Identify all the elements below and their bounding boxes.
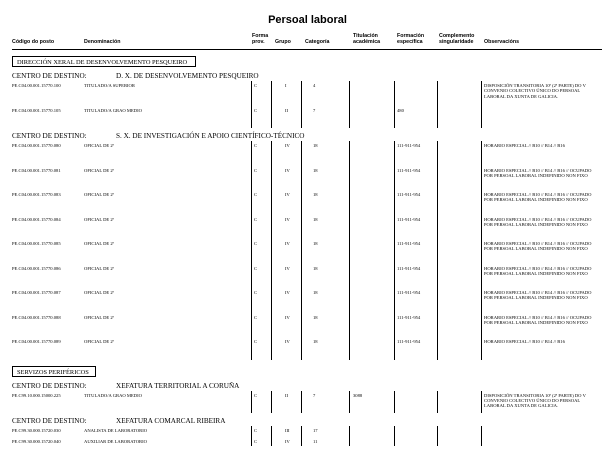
cell-code: PE.C04.00.001.15770.081 (12, 167, 61, 173)
column-rule (349, 426, 350, 446)
cell-grupo: II (285, 392, 289, 398)
table-row (0, 338, 615, 363)
header-codigo: Código do posto (12, 39, 55, 45)
cell-form: 111-911-954 (397, 216, 421, 222)
header-rule (12, 49, 602, 50)
header-titulacion: Titulación académica (353, 33, 381, 45)
column-rule (301, 391, 302, 414)
cell-forma: C (254, 439, 258, 444)
cell-den: OFICIAL DE 2ª (84, 143, 114, 148)
cell-forma: C (254, 83, 258, 88)
cell-form: 111-911-954 (397, 241, 421, 246)
column-rule (394, 141, 395, 360)
cell-forma: C (254, 241, 258, 246)
cell-code: PE.C04.00.001.15770.089 (12, 339, 61, 344)
cell-forma: C (254, 339, 258, 344)
cell-forma: C (254, 216, 258, 222)
table-row (0, 438, 615, 463)
cell-den: OFICIAL DE 2ª (84, 339, 114, 344)
table-row (0, 392, 615, 417)
column-rule (349, 391, 350, 414)
cell-form: 111-911-954 (397, 265, 421, 271)
cell-cat: 18 (313, 339, 318, 344)
cell-code: PE.C04.00.001.15770.084 (12, 216, 61, 222)
header-grupo: Grupo (275, 39, 291, 45)
cell-den: OFICIAL DE 2ª (84, 216, 114, 222)
cell-cat: 18 (313, 290, 318, 295)
cell-cat: 17 (313, 428, 318, 433)
centro-name: D. X. DE DESENVOLVEMENTO PESQUEIRO (116, 72, 259, 80)
cell-forma: C (254, 265, 258, 271)
cell-obs: HORARIO ESPECIAL // B10 // B14 // B16 // OCUPADO POR PERSOAL LABORAL INDEFINIDO NON FIXO (484, 265, 592, 276)
column-rule (301, 81, 302, 128)
header-complemento: Complemento singularidade (439, 33, 475, 45)
column-rule (481, 426, 482, 446)
cell-grupo: IV (285, 339, 290, 344)
table-row (0, 314, 615, 339)
cell-code: PE.C04.00.001.15770.086 (12, 265, 61, 271)
cell-cat: 11 (313, 439, 318, 444)
cell-cat: 18 (313, 143, 318, 148)
column-rule (437, 81, 438, 128)
cell-code: PE.C04.00.001.15770.083 (12, 192, 61, 197)
cell-grupo: IV (285, 290, 290, 295)
page-title: Persoal laboral (268, 14, 347, 26)
centro-destino (12, 72, 259, 81)
centro-name: S. X. DE INVESTIGACIÓN E APOIO CIENTÍFICO-TÉCNICO (116, 132, 305, 140)
column-rule (481, 141, 482, 360)
cell-cat: 7 (313, 392, 316, 398)
column-rule (481, 81, 482, 128)
cell-den: OFICIAL DE 2ª (84, 167, 114, 173)
cell-grupo: IV (285, 314, 290, 320)
cell-code: PE.C04.00.001.15770.087 (12, 290, 61, 295)
column-rule (437, 391, 438, 414)
cell-den: TITULADO/A SUPERIOR (84, 83, 135, 88)
centro-label: CENTRO DE DESTINO: (12, 72, 87, 80)
cell-code: PE.C99.30.000.15720.030 (12, 428, 61, 433)
cell-cat: 18 (313, 265, 318, 271)
column-rule (394, 426, 395, 446)
column-rule (301, 141, 302, 360)
cell-code: PE.C04.00.001.15770.085 (12, 241, 61, 246)
table-row (0, 289, 615, 314)
header-denominacion: Denominación (84, 39, 121, 45)
cell-obs: HORARIO ESPECIAL // B10 // B14 // B16 // OCUPADO POR PERSOAL LABORAL INDEFINIDO NON FIXO (484, 167, 592, 178)
column-rule (394, 391, 395, 414)
cell-grupo: I (285, 83, 287, 88)
cell-den: OFICIAL DE 2ª (84, 290, 114, 295)
cell-grupo: IV (285, 167, 290, 173)
cell-grupo: III (285, 428, 290, 433)
cell-obs: DISPOSICIÓN TRANSITORIA 10ª (2ª PARTE) DO V CONVENIO COLECTIVO ÚNICO DO PERSOAL LABORAL DA XUNTA DE GALICIA. (484, 392, 586, 409)
cell-den: ANALISTA DE LABORATORIO (84, 428, 148, 433)
cell-code: PE.C04.00.001.15770.105 (12, 107, 61, 113)
centro-name: XEFATURA TERRITORIAL A CORUÑA (116, 381, 240, 390)
header-categoria: Categoría (305, 39, 330, 45)
cell-form: 111-911-954 (397, 314, 421, 320)
table-row (0, 82, 615, 107)
column-rule (349, 81, 350, 128)
column-rule (394, 81, 395, 128)
cell-den: TITULADO/A GRAO MEDIO (84, 392, 142, 398)
centro-label: CENTRO DE DESTINO: (12, 381, 87, 390)
cell-obs: HORARIO ESPECIAL // B10 // B14 // B16 // OCUPADO POR PERSOAL LABORAL INDEFINIDO NON FIXO (484, 241, 592, 252)
cell-code: PE.C99.10.000.15000.225 (12, 392, 61, 398)
table-row (0, 191, 615, 216)
column-rule (481, 391, 482, 414)
cell-code: PE.C04.00.001.15770.100 (12, 83, 61, 88)
cell-grupo: IV (285, 439, 290, 444)
column-rule (301, 426, 302, 446)
column-rule (271, 391, 272, 414)
cell-code: PE.C04.00.001.15770.080 (12, 143, 61, 148)
cell-cat: 18 (313, 192, 318, 197)
table-row (0, 265, 615, 290)
section-box: DIRECCIÓN XERAL DE DESENVOLVEMENTO PESQUEIRO (12, 56, 196, 67)
column-rule (251, 426, 252, 446)
cell-form: 111-911-954 (397, 167, 421, 173)
cell-forma: C (254, 392, 258, 398)
cell-grupo: IV (285, 241, 290, 246)
cell-cat: 18 (313, 314, 318, 320)
column-rule (437, 426, 438, 446)
cell-forma: C (254, 143, 258, 148)
centro-destino (12, 417, 226, 426)
cell-form: 111-911-954 (397, 290, 421, 295)
cell-cat: 18 (313, 241, 318, 246)
cell-obs: HORARIO ESPECIAL // B10 // B14 // B16 // OCUPADO POR PERSOAL LABORAL INDEFINIDO NON FIXO (484, 216, 592, 227)
cell-code: PE.C04.00.001.15770.088 (12, 314, 61, 320)
column-rule (349, 141, 350, 360)
cell-form: 111-911-954 (397, 339, 421, 344)
column-rule (251, 81, 252, 128)
header-forma: Forma prov. (252, 33, 269, 45)
cell-obs: HORARIO ESPECIAL // B10 // B14 // B16 (484, 143, 565, 148)
column-rule (271, 141, 272, 360)
cell-forma: C (254, 107, 258, 113)
section-box: SERVIZOS PERIFÉRICOS (12, 366, 96, 377)
cell-den: OFICIAL DE 2ª (84, 241, 114, 246)
cell-den: AUXILIAR DE LABORATORIO (84, 439, 147, 444)
column-rule (271, 81, 272, 128)
cell-forma: C (254, 428, 258, 433)
header-observacions: Observacións (484, 39, 520, 45)
cell-grupo: IV (285, 216, 290, 222)
table-row (0, 107, 615, 132)
column-rule (251, 141, 252, 360)
centro-destino (12, 381, 240, 391)
cell-den: OFICIAL DE 2ª (84, 265, 114, 271)
centro-label: CENTRO DE DESTINO: (12, 417, 87, 425)
cell-obs: HORARIO ESPECIAL // B10 // B14 // B16 // OCUPADO POR PERSOAL LABORAL INDEFINIDO NON FIXO (484, 314, 592, 325)
cell-obs: HORARIO ESPECIAL // B10 // B14 // B16 // OCUPADO POR PERSOAL LABORAL INDEFINIDO NON FIXO (484, 290, 592, 301)
column-rule (271, 426, 272, 446)
cell-cat: 4 (313, 83, 316, 88)
cell-forma: C (254, 290, 258, 295)
cell-cat: 18 (313, 167, 318, 173)
centro-label: CENTRO DE DESTINO: (12, 132, 87, 140)
cell-cat: 7 (313, 107, 316, 113)
cell-form: 111-911-954 (397, 192, 421, 197)
cell-obs: DISPOSICIÓN TRANSITORIA 10ª (2ª PARTE) DO V CONVENIO COLECTIVO ÚNICO DO PERSOAL LABORAL DA XUNTA DE GALICIA. (484, 83, 586, 99)
cell-grupo: IV (285, 192, 290, 197)
cell-grupo: IV (285, 265, 290, 271)
centro-name: XEFATURA COMARCAL RIBEIRA (116, 417, 226, 425)
cell-obs: HORARIO ESPECIAL // B10 // B14 // B16 (484, 339, 565, 344)
table-row (0, 240, 615, 265)
cell-code: PE.C99.30.000.15720.040 (12, 439, 61, 444)
cell-tit: 3088 (353, 392, 363, 398)
header-formacion: Formación específica (397, 33, 425, 45)
cell-form: 111-911-954 (397, 143, 421, 148)
column-rule (251, 391, 252, 414)
table-row (0, 167, 615, 192)
column-rule (437, 141, 438, 360)
cell-den: TITULADO/A GRAO MEDIO (84, 107, 142, 113)
cell-forma: C (254, 167, 258, 173)
table-row (0, 216, 615, 241)
cell-cat: 18 (313, 216, 318, 222)
cell-obs: HORARIO ESPECIAL // B10 // B14 // B16 // OCUPADO POR PERSOAL LABORAL INDEFINIDO NON FIXO (484, 192, 592, 203)
cell-form: 480 (397, 107, 404, 113)
cell-den: OFICIAL DE 2ª (84, 314, 114, 320)
cell-den: OFICIAL DE 2ª (84, 192, 114, 197)
centro-destino (12, 132, 305, 141)
cell-grupo: IV (285, 143, 290, 148)
table-row (0, 142, 615, 167)
cell-forma: C (254, 314, 258, 320)
cell-grupo: II (285, 107, 289, 113)
cell-forma: C (254, 192, 258, 197)
